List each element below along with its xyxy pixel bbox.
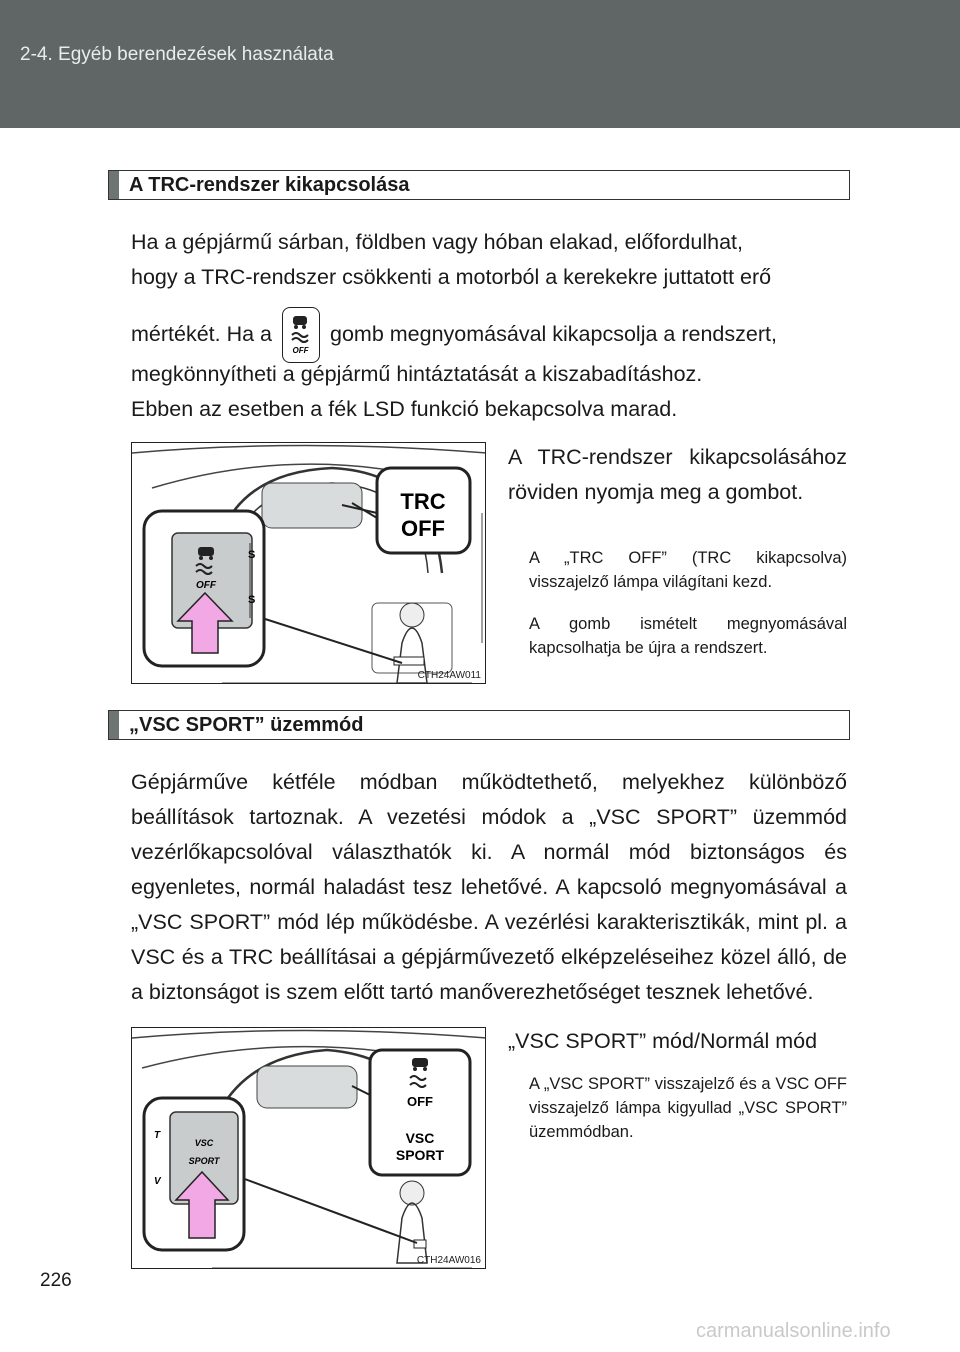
page-header [0, 0, 960, 128]
button-icon-label: OFF [292, 346, 309, 356]
text-fragment: mértékét. Ha a [131, 322, 272, 346]
dashboard-illustration [132, 443, 486, 684]
text-line: megkönnyítheti a gépjármű hintáztatását a kiszabadításhoz. [131, 362, 703, 386]
text-line: hogy a TRC-rendszer csökkenti a motorból a kerekekre juttatott erő [131, 265, 772, 289]
button-label-line1: VSC [194, 1138, 214, 1148]
trc-note-2: A gomb ismételt megnyomásával kapcsolhatja be újra a rendszert. [529, 615, 847, 657]
side-mark: S [248, 594, 256, 606]
button-zoom-panel [144, 1098, 244, 1250]
text-line: Ebben az esetben a fék LSD funkció bekapcsolva marad. [131, 397, 678, 421]
callout-trc-off [377, 468, 470, 553]
callout-line2: SPORT [395, 1147, 445, 1163]
trc-instruction: A TRC-rendszer kikapcsolásához röviden nyomja meg a gombot. [508, 445, 847, 504]
vsc-sport-note: A „VSC SPORT” visszajelző és a VSC OFF visszajelző lámpa kigyullad „VSC SPORT” üzemmódban. [529, 1075, 847, 1141]
callout-vsc-sport [370, 1050, 470, 1175]
section-title: A TRC-rendszer kikapcsolása [129, 174, 410, 196]
figure-code: CTH24AW011 [417, 670, 481, 681]
button-label: OFF [196, 580, 216, 591]
side-mark: S [248, 549, 256, 561]
callout-off: OFF [407, 1094, 433, 1109]
side-mark: T [154, 1130, 161, 1141]
callout-line1: TRC [400, 489, 446, 514]
watermark: carmanualsonline.info [696, 1320, 891, 1342]
section-heading-trc [108, 170, 850, 200]
chapter-title: 2-4. Egyéb berendezések használata [20, 44, 334, 65]
callout-line2: OFF [401, 516, 445, 541]
trc-figure [131, 442, 486, 684]
callout-line1: VSC [405, 1130, 435, 1146]
vsc-sport-figure [131, 1027, 486, 1269]
section-heading-vsc-sport [108, 710, 850, 740]
text-fragment: gomb megnyomásával kikapcsolja a rendszert, [330, 322, 777, 346]
section-title: „VSC SPORT” üzemmód [129, 714, 364, 736]
dashboard-illustration [132, 1028, 486, 1269]
trc-note-1: A „TRC OFF” (TRC kikapcsolva) visszajelző lámpa világítani kezd. [529, 549, 847, 591]
text-line-with-icon [131, 306, 847, 362]
button-zoom-panel [144, 511, 264, 666]
figure-code: CTH24AW016 [416, 1255, 481, 1266]
text-line: Ha a gépjármű sárban, földben vagy hóban elakad, előfordulhat, [131, 230, 743, 254]
page-number: 226 [40, 1270, 72, 1291]
vsc-sport-paragraph: Gépjárműve kétféle módban működtethető, melyekhez különböző beállítások tartoznak. A vezetési módok a „VSC SPORT” üzemmód vezérlőkapcsolóval választhatók ki. A normál mód biztonságos és egyenletes, normál haladást tesz lehetővé. A kapcsoló megnyomásával a „VSC SPORT” mód lép működésbe. A vezérlési karakterisztikák, mint pl. a VSC és a TRC beállításai a gépjárművezető elképzeléseihez közel álló, de a biztonságot is szem előtt tartó manőverezhetőséget tesznek lehetővé. [131, 770, 847, 1004]
button-label-line2: SPORT [188, 1156, 220, 1166]
vsc-sport-instruction: „VSC SPORT” mód/Normál mód [508, 1029, 818, 1053]
side-mark: V [154, 1176, 161, 1187]
trc-off-button-icon [282, 307, 320, 363]
